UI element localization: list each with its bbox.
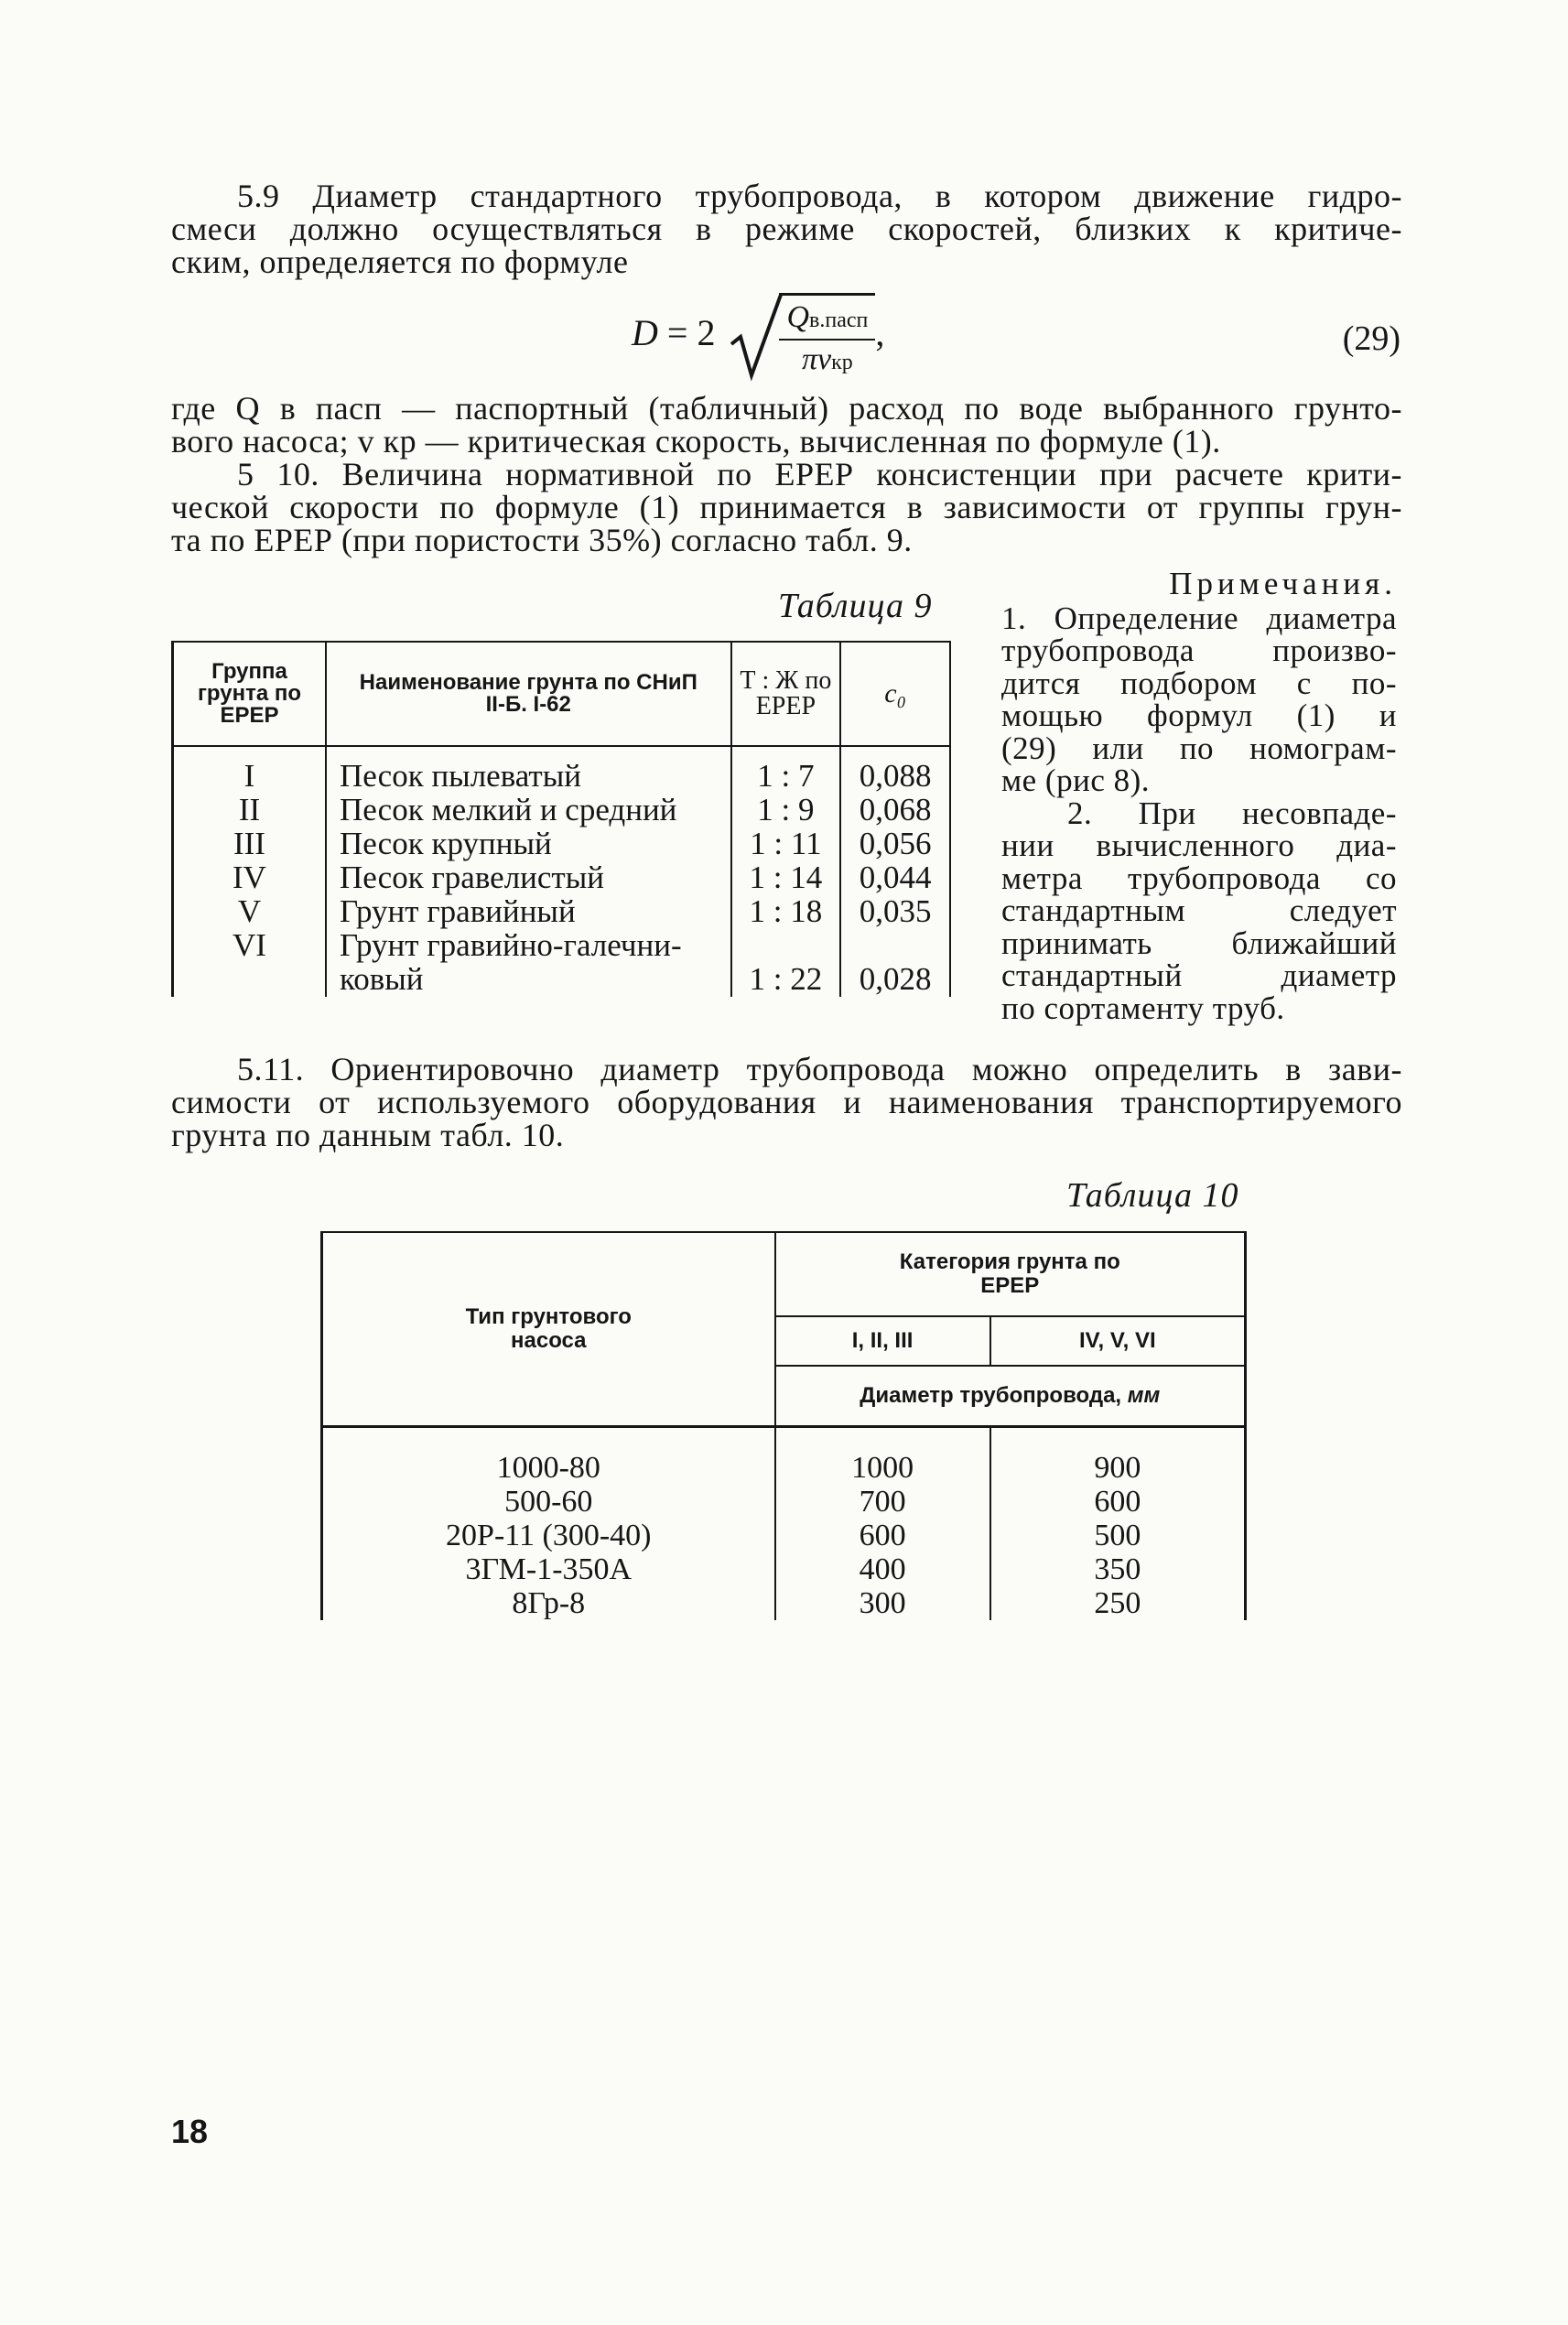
table-row	[322, 1485, 1246, 1519]
sqrt-sign-icon	[728, 291, 784, 383]
table9-cell-group	[173, 963, 326, 997]
table9-cell-ratio	[731, 929, 841, 963]
table9-cell-group: II	[173, 794, 326, 827]
table9-cell-c0: 0,028	[840, 963, 950, 997]
table9-body	[173, 746, 951, 997]
table9-caption: Таблица 9	[778, 587, 933, 625]
table10-cell-pump: 1000-80	[322, 1427, 775, 1486]
p510-line2: ческой скорости по формуле (1) принимается в зависимости от группы грун-	[171, 489, 1402, 525]
formula-fraction	[779, 293, 875, 382]
table-row	[173, 963, 951, 997]
table-row	[322, 1552, 1246, 1586]
table9-cell-ratio: 1 : 9	[731, 794, 841, 827]
table10-cell-d2: 500	[990, 1519, 1246, 1552]
table9-cell-group: V	[173, 895, 326, 929]
table10-header-diameter	[775, 1366, 1246, 1427]
denominator-subscript: кр	[831, 350, 853, 374]
table9-cell-name: Грунт гравийный	[326, 895, 731, 929]
table10-cell-d1: 700	[775, 1485, 990, 1519]
where-line1: где Q в пасп — паспортный (табличный) расход по воде выбранного грунто-	[171, 390, 1402, 427]
note-line: ме (рис 8).	[1001, 762, 1151, 798]
table-row	[322, 1427, 1246, 1486]
formula-comma: ,	[875, 312, 885, 354]
note-line: по сортаменту труб.	[1001, 989, 1285, 1026]
table9	[171, 641, 951, 997]
table9-cell-group: VI	[173, 929, 326, 963]
table10-cell-pump: 20Р-11 (300-40)	[322, 1519, 775, 1552]
table-row	[173, 794, 951, 827]
table9-header-name: Наименование грунта по СНиП II-Б. I-62	[326, 642, 731, 746]
table9-header-c0: c₀	[840, 642, 950, 746]
note-line: принимать ближайший	[1001, 925, 1397, 961]
table9-cell-group: I	[173, 746, 326, 794]
note-line: нии вычисленного диа-	[1001, 827, 1397, 863]
where-line2: вого насоса; v кр — критическая скорость, вычисленная по формуле (1).	[171, 423, 1221, 460]
p59-line2: смеси должно осуществляться в режиме скоростей, близких к критиче-	[171, 211, 1402, 247]
table9-cell-name: Песок пылеватый	[326, 746, 731, 794]
note-line: трубопровода произво-	[1001, 633, 1397, 668]
table10-cell-d2: 350	[990, 1552, 1246, 1586]
note-line: мощью формул (1) и	[1001, 698, 1397, 733]
paragraph-line	[171, 392, 1402, 425]
table10-header-category: Категория грунта по ЕРЕР	[775, 1232, 1246, 1316]
p511-line1: 5.11. Ориентировочно диаметр трубопровода можно определить в зави-	[237, 1051, 1402, 1087]
table9-cell-ratio: 1 : 11	[731, 827, 841, 861]
p511-line2: симости от используемого оборудования и наименования транспортируемого	[171, 1084, 1402, 1120]
table9-cell-c0: 0,056	[840, 827, 950, 861]
table9-cell-c0	[840, 929, 950, 963]
page-number: 18	[171, 2113, 209, 2150]
table-row	[173, 929, 951, 963]
formula-numerator: Qв.пасп	[779, 299, 875, 341]
table10-header-pump: Тип грунтового насоса	[322, 1232, 775, 1427]
p59-line3: ским, определяется по формуле	[171, 243, 629, 280]
table9-cell-name: Песок мелкий и средний	[326, 794, 731, 827]
table9-cell-name: Песок гравелистый	[326, 861, 731, 895]
table9-cell-ratio: 1 : 7	[731, 746, 841, 794]
notes	[1001, 568, 1397, 1024]
table10-cell-d1: 600	[775, 1519, 990, 1552]
table10-cell-d1: 300	[775, 1586, 990, 1620]
paragraph-line	[171, 1086, 1402, 1119]
table9-cell-group: III	[173, 827, 326, 861]
table-row	[322, 1586, 1246, 1620]
formula-eq: = 2	[666, 312, 716, 354]
note-line: (29) или по номограм-	[1001, 730, 1397, 766]
table10-header-cat1: I, II, III	[775, 1316, 990, 1366]
diameter-label: Диаметр трубопровода,	[860, 1383, 1128, 1408]
table9-cell-name: Грунт гравийно-галечни-	[326, 929, 731, 963]
table10	[320, 1231, 1247, 1620]
p510-line3: та по ЕРЕР (при пористости 35%) согласно табл. 9.	[171, 522, 913, 558]
formula-denominator: πvкр	[802, 341, 853, 376]
note-line: 2. При несовпаде-	[1067, 795, 1397, 831]
p510-line1: 5 10. Величина нормативной по ЕРЕР консистенции при расчете крити-	[237, 456, 1402, 492]
note-line: дится подбором с по-	[1001, 665, 1397, 701]
table9-cell-c0: 0,088	[840, 746, 950, 794]
table9-cell-name: Песок крупный	[326, 827, 731, 861]
table-row	[173, 827, 951, 861]
paragraph-5-9	[171, 179, 1402, 278]
table9-cell-ratio: 1 : 14	[731, 861, 841, 895]
paragraph-5-10	[171, 458, 1402, 557]
table10-cell-pump: 3ГМ-1-350А	[322, 1552, 775, 1586]
paragraph-line	[171, 179, 1402, 212]
note-line: метра трубопровода со	[1001, 860, 1397, 896]
table10-cell-pump: 8Гр-8	[322, 1586, 775, 1620]
paragraph-line	[171, 1053, 1402, 1086]
table10-body	[322, 1427, 1246, 1621]
table9-cell-c0: 0,035	[840, 895, 950, 929]
table9-cell-ratio: 1 : 18	[731, 895, 841, 929]
table9-header-ratio: Т : Ж по ЕРЕР	[731, 642, 841, 746]
table10-grid	[320, 1231, 1247, 1620]
table9-cell-group: IV	[173, 861, 326, 895]
table9-cell-ratio: 1 : 22	[731, 963, 841, 997]
paragraph-5-11	[171, 1053, 1402, 1152]
diameter-unit: мм	[1127, 1383, 1161, 1408]
notes-lines	[1001, 602, 1397, 1025]
table10-cell-pump: 500-60	[322, 1485, 775, 1519]
paragraph-line	[171, 212, 1402, 245]
note-line: 1. Определение диаметра	[1001, 600, 1397, 636]
paragraph-line	[171, 491, 1402, 524]
note-line: стандартный диаметр	[1001, 957, 1397, 993]
table10-cell-d1: 400	[775, 1552, 990, 1586]
formula-lhs: D	[632, 312, 658, 354]
table9-header-group: Группа грунта по ЕРЕР	[173, 642, 326, 746]
notes-title: Примечания.	[1169, 566, 1397, 601]
table10-cell-d1: 1000	[775, 1427, 990, 1486]
table10-cell-d2: 900	[990, 1427, 1246, 1486]
table-row	[173, 861, 951, 895]
table9-cell-name: ковый	[326, 963, 731, 997]
table10-cell-d2: 600	[990, 1485, 1246, 1519]
table10-header-cat2: IV, V, VI	[990, 1316, 1246, 1366]
table10-cell-d2: 250	[990, 1586, 1246, 1620]
table-row	[173, 746, 951, 794]
table9-cell-c0: 0,044	[840, 861, 950, 895]
formula-number: (29)	[1342, 319, 1400, 358]
table-row	[173, 895, 951, 929]
table9-grid	[171, 641, 951, 997]
numerator-subscript: в.пасп	[809, 308, 869, 332]
table-row	[322, 1519, 1246, 1552]
p59-line1: 5.9 Диаметр стандартного трубопровода, в котором движение гидро-	[237, 178, 1402, 214]
table10-caption: Таблица 10	[1066, 1176, 1239, 1215]
paragraph-line	[171, 458, 1402, 491]
p511-line3: грунта по данным табл. 10.	[171, 1117, 565, 1153]
formula-29	[632, 291, 1400, 392]
table9-cell-c0: 0,068	[840, 794, 950, 827]
note-line: стандартным следует	[1001, 892, 1397, 928]
where-paragraph	[171, 392, 1402, 458]
